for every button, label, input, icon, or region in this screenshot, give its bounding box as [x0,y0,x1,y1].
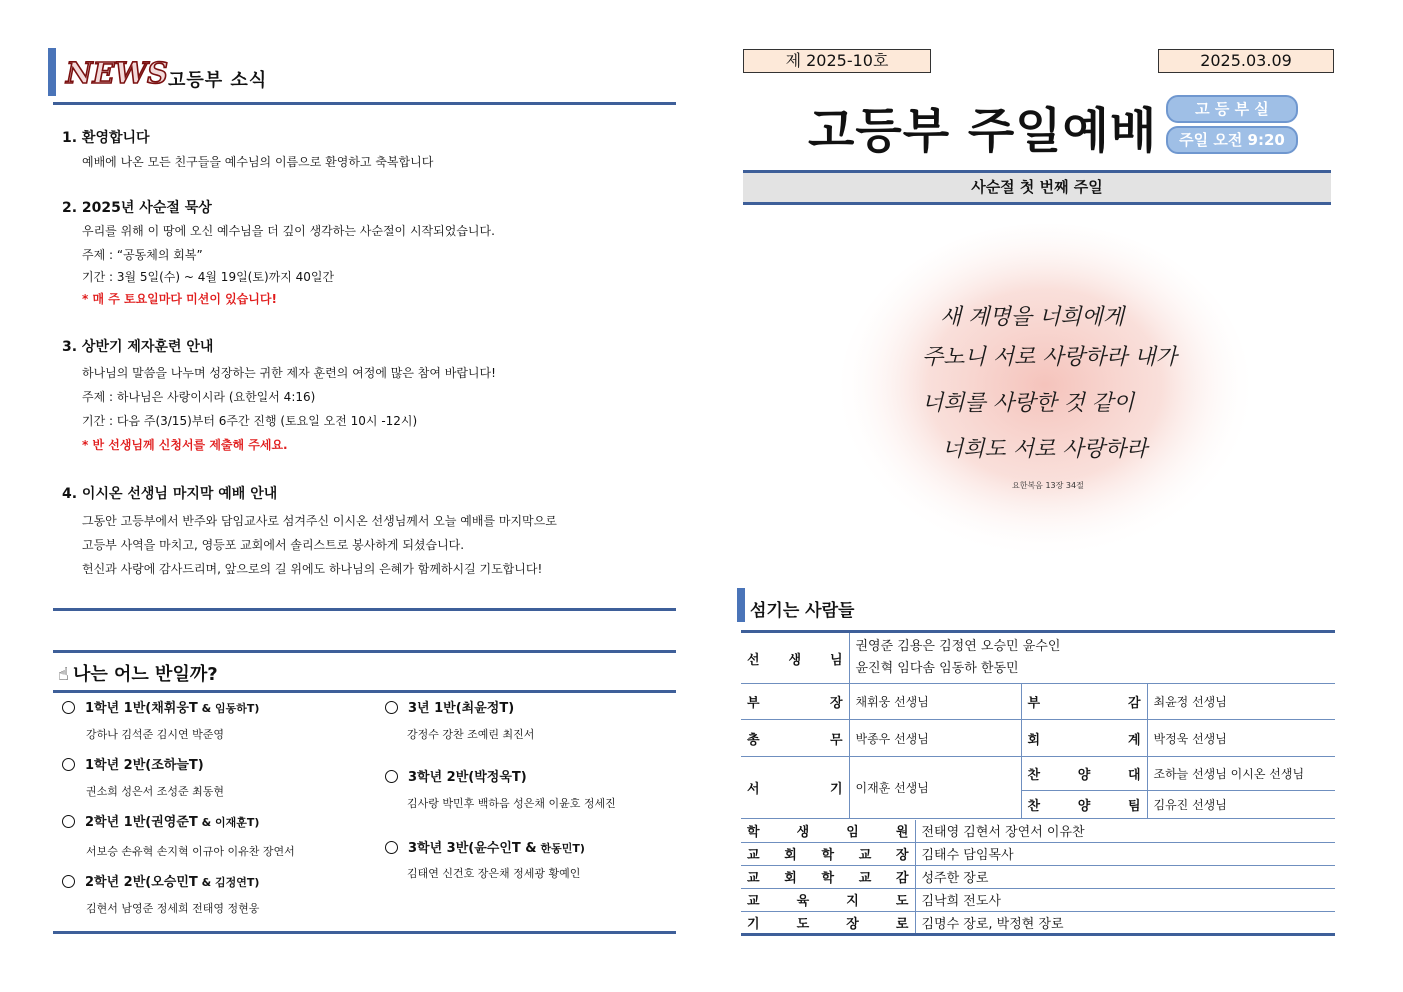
edu-value: 김낙희 전도사 [915,888,1335,911]
pointing-hand-icon: ☝ [58,664,69,685]
verse-line: 주노니 서로 사랑하라 내가 [922,345,1177,370]
hoegye-value: 박정욱 선생님 [1147,720,1335,757]
class-item: 3학년 3반(윤수인T & 한동민T) [385,837,585,856]
issue-date: 2025.03.09 [1158,49,1334,73]
news-line: 헌신과 사랑에 감사드리며, 앞으로의 길 위에도 하나님의 은혜가 함께하시길 기도합니다! [82,562,543,576]
news-accent-bar [48,48,56,96]
sunday-banner: 사순절 첫 번째 주일 [743,170,1331,205]
table-row: 서 기 이재훈 선생님 찬 양 대 조하늘 선생님 이시온 선생님 [741,757,1335,791]
class-students: 김태연 신건호 장은채 정세광 황예인 [407,867,581,880]
verse-reference: 요한복음 13장 34절 [1012,481,1084,490]
circle-icon [385,841,398,854]
table-row: 부 장 채휘웅 선생님 부 감 최윤정 선생님 [741,684,1335,720]
news-logo [62,52,169,92]
table-row: 학 생 임 원 전태영 김현서 장연서 이유찬 [741,820,1335,842]
verse-line: 너희도 서로 사랑하라 [942,437,1148,462]
class-students: 서보승 손유혁 손지혁 이규아 이유찬 장연서 [86,845,295,858]
table-row: 교 육 지 도 김낙희 전도사 [741,888,1335,911]
news-heading-3: 3. 상반기 제자훈련 안내 [62,339,214,355]
place-badge: 고 등 부 실 [1166,95,1298,123]
pastor-value: 김태수 담임목사 [915,842,1335,865]
news-line: 기간 : 다음 주(3/15)부터 6주간 진행 (토요일 오전 10시 -12시) [82,414,418,428]
leaders-table [741,820,1335,936]
verse-line: 너희를 사랑한 것 같이 [922,391,1135,416]
teachers-line: 윤진혁 임다솜 임동하 한동민 [855,661,1019,676]
chongmu-value: 박종우 선생님 [849,720,1021,757]
class-rule [53,690,676,693]
page-title: 고등부 주일예배 [808,103,1158,159]
circle-icon [62,701,75,714]
news-line: 그동안 고등부에서 반주와 담임교사로 섬겨주신 이시온 선생님께서 오늘 예배를 마지막으로 [82,514,557,528]
news-line: 주제 : “공동체의 회복” [82,248,203,262]
row-label: 선 생 님 [741,632,849,684]
news-title: 고등부 소식 [168,70,268,91]
news-line: 기간 : 3월 5일(수) ~ 4월 19일(토)까지 40일간 [82,270,335,284]
class-item: 1학년 2반(조하늘T) [62,754,204,773]
class-students: 김사랑 박민후 백하음 성은채 이윤호 정세진 [407,797,616,810]
news-note: * 매 주 토요일마다 미션이 있습니다! [82,292,277,306]
class-item: 1학년 1반(채휘웅T & 임동하T) [62,697,259,716]
class-students: 권소희 성은서 조성준 최동현 [86,785,225,798]
bujang-value: 채휘웅 선생님 [849,684,1021,720]
circle-icon [385,701,398,714]
table-row: 교 회 학 교 감 성주한 장로 [741,865,1335,888]
news-heading-4: 4. 이시온 선생님 마지막 예배 안내 [62,486,278,502]
verse-line: 새 계명을 너희에게 [940,305,1125,330]
table-row [741,632,1335,684]
chanyangtim-value: 김유진 선생님 [1147,791,1335,819]
circle-icon [62,815,75,828]
gam-value: 성주한 장로 [915,865,1335,888]
news-heading-2: 2. 2025년 사순절 묵상 [62,200,212,216]
svg-text:NEWS: NEWS [66,56,169,90]
table-row: 교 회 학 교 장 김태수 담임목사 [741,842,1335,865]
news-heading-1: 1. 환영합니다 [62,130,150,146]
news-line: 주제 : 하나님은 사랑이시라 (요한일서 4:16) [82,390,316,404]
serve-title: 섬기는 사람들 [750,601,855,621]
class-item: 2학년 2반(오승민T & 김정연T) [62,871,259,890]
table-row: 총 무 박종우 선생님 회 계 박정욱 선생님 [741,720,1335,757]
news-line: 예배에 나온 모든 친구들을 예수님의 이름으로 환영하고 축복합니다 [82,155,434,169]
teachers-line: 권영준 김용은 김정연 오승민 윤수인 [855,639,1061,654]
class-students: 김현서 남영준 정세희 전태영 정현웅 [86,902,260,915]
circle-icon [62,875,75,888]
news-rule [53,102,676,105]
table-row: 기 도 장 로 김명수 장로, 박정현 장로 [741,911,1335,934]
news-bottom-rule [53,608,676,611]
staff-table [741,630,1335,819]
class-heading: ☝ 나는 어느 반일까? [58,664,218,685]
serve-accent-bar [737,588,745,622]
class-students: 강정수 강찬 조예린 최진서 [407,728,535,741]
chanyangdae-value: 조하늘 선생님 이시온 선생님 [1147,757,1335,791]
class-item: 3학년 2반(박정욱T) [385,766,527,785]
news-line: 하나님의 말씀을 나누며 성장하는 귀한 제자 훈련의 여정에 많은 참여 바랍니다! [82,366,496,380]
table-row: 찬 양 팀 김유진 선생님 [741,791,1335,819]
class-top-rule [53,650,676,653]
class-bottom-rule [53,931,676,934]
news-line: 우리를 위해 이 땅에 오신 예수님을 더 깊이 생각하는 사순절이 시작되었습니다. [82,224,495,238]
news-note: * 반 선생님께 신청서를 제출해 주세요. [82,438,288,452]
bugam-value: 최윤정 선생님 [1147,684,1335,720]
news-line: 고등부 사역을 마치고, 영등포 교회에서 솔리스트로 봉사하게 되셨습니다. [82,538,465,552]
seogi-value: 이재훈 선생님 [849,757,1021,819]
students-value: 전태영 김현서 장연서 이유찬 [915,820,1335,842]
time-badge: 주일 오전 9:20 [1166,126,1298,154]
circle-icon [62,758,75,771]
verse-image [830,222,1260,562]
class-item: 3년 1반(최윤정T) [385,697,514,716]
class-students: 강하나 김석준 김시연 박준영 [86,728,225,741]
issue-number: 제 2025-10호 [743,49,931,73]
circle-icon [385,770,398,783]
prayer-value: 김명수 장로, 박정현 장로 [915,911,1335,934]
class-item: 2학년 1반(권영준T & 이재훈T) [62,811,259,830]
